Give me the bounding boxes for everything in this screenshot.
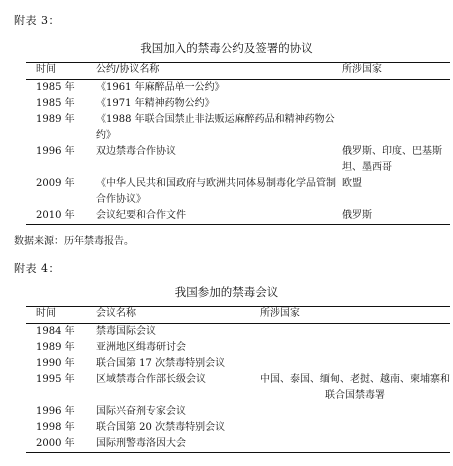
table-row — [26, 372, 450, 404]
row-name: 国际刑警毒洛因大会 — [96, 436, 260, 453]
appendix-3-label: 附表 3： — [14, 14, 60, 27]
header-countries: 所涉国家 — [342, 63, 450, 80]
row-countries — [260, 324, 450, 341]
row-year: 1996 年 — [36, 406, 75, 417]
row-year: 1998 年 — [36, 422, 75, 433]
header-name: 公约/协议名称 — [96, 63, 342, 80]
treaties-table — [26, 62, 450, 225]
row-countries: 俄罗斯 — [342, 208, 450, 225]
row-year: 1990 年 — [36, 358, 75, 369]
table-row — [26, 404, 450, 420]
table-header-row — [26, 307, 450, 324]
table-row — [26, 144, 450, 176]
row-countries — [260, 404, 450, 420]
row-year: 1985 年 — [36, 82, 75, 93]
appendix-4-title: 我国参加的禁毒会议 — [174, 285, 279, 299]
header-time: 时间 — [26, 63, 96, 80]
table-row — [26, 96, 450, 112]
row-name: 亚洲地区缉毒研讨会 — [96, 342, 186, 353]
table-row — [26, 436, 450, 453]
table-row — [26, 176, 450, 208]
row-year: 2000 年 — [26, 436, 96, 453]
row-year: 1989 年 — [36, 342, 75, 353]
table-row — [26, 340, 450, 356]
row-countries — [342, 96, 450, 112]
row-countries — [342, 112, 450, 144]
appendix-4-label: 附表 4： — [14, 262, 60, 275]
table-row — [26, 356, 450, 372]
row-name: 联合国第 20 次禁毒特别会议 — [96, 422, 226, 433]
row-countries — [260, 340, 450, 356]
table-header-row — [26, 63, 450, 80]
row-name: 国际兴奋剂专家会议 — [96, 406, 186, 417]
conferences-table — [26, 306, 450, 453]
table-row — [26, 80, 450, 97]
row-countries: 欧盟 — [342, 178, 362, 189]
row-countries — [342, 80, 450, 97]
row-name: 《1988 年联合国禁止非法贩运麻醉药品和精神药物公约》 — [96, 114, 335, 141]
row-countries — [260, 420, 450, 436]
row-name: 双边禁毒合作协议 — [96, 146, 176, 157]
row-name: 区域禁毒合作部长级会议 — [96, 374, 206, 385]
row-year: 1996 年 — [36, 146, 75, 157]
row-name: 禁毒国际会议 — [96, 326, 156, 337]
row-countries: 俄罗斯、印度、巴基斯坦、墨西哥 — [342, 146, 442, 173]
row-countries — [260, 436, 450, 453]
row-year: 1995 年 — [36, 374, 75, 385]
appendix-3-title: 我国加入的禁毒公约及签署的协议 — [140, 41, 313, 55]
appendix-3-source: 数据来源：历年禁毒报告。 — [14, 236, 134, 247]
row-name: 《中华人民共和国政府与欧洲共同体易制毒化学品管制合作协议》 — [96, 178, 336, 205]
row-year: 1989 年 — [36, 114, 75, 125]
header-time: 时间 — [26, 307, 96, 324]
row-year: 2010 年 — [26, 208, 96, 225]
table-row — [26, 208, 450, 225]
row-year: 1985 年 — [36, 98, 75, 109]
table-row — [26, 112, 450, 144]
table-row — [26, 324, 450, 341]
row-name: 联合国第 17 次禁毒特别会议 — [96, 358, 226, 369]
row-year: 2009 年 — [36, 178, 75, 189]
header-name: 会议名称 — [96, 307, 260, 324]
row-name: 《1961 年麻醉品单一公约》 — [96, 82, 225, 93]
row-name: 《1971 年精神药物公约》 — [96, 98, 215, 109]
row-name: 会议纪要和合作文件 — [96, 208, 342, 225]
row-year: 1984 年 — [36, 326, 75, 337]
row-countries — [260, 356, 450, 372]
row-countries: 中国、泰国、缅甸、老挝、越南、柬埔寨和联合国禁毒署 — [260, 374, 450, 401]
header-countries: 所涉国家 — [260, 307, 450, 324]
table-row — [26, 420, 450, 436]
